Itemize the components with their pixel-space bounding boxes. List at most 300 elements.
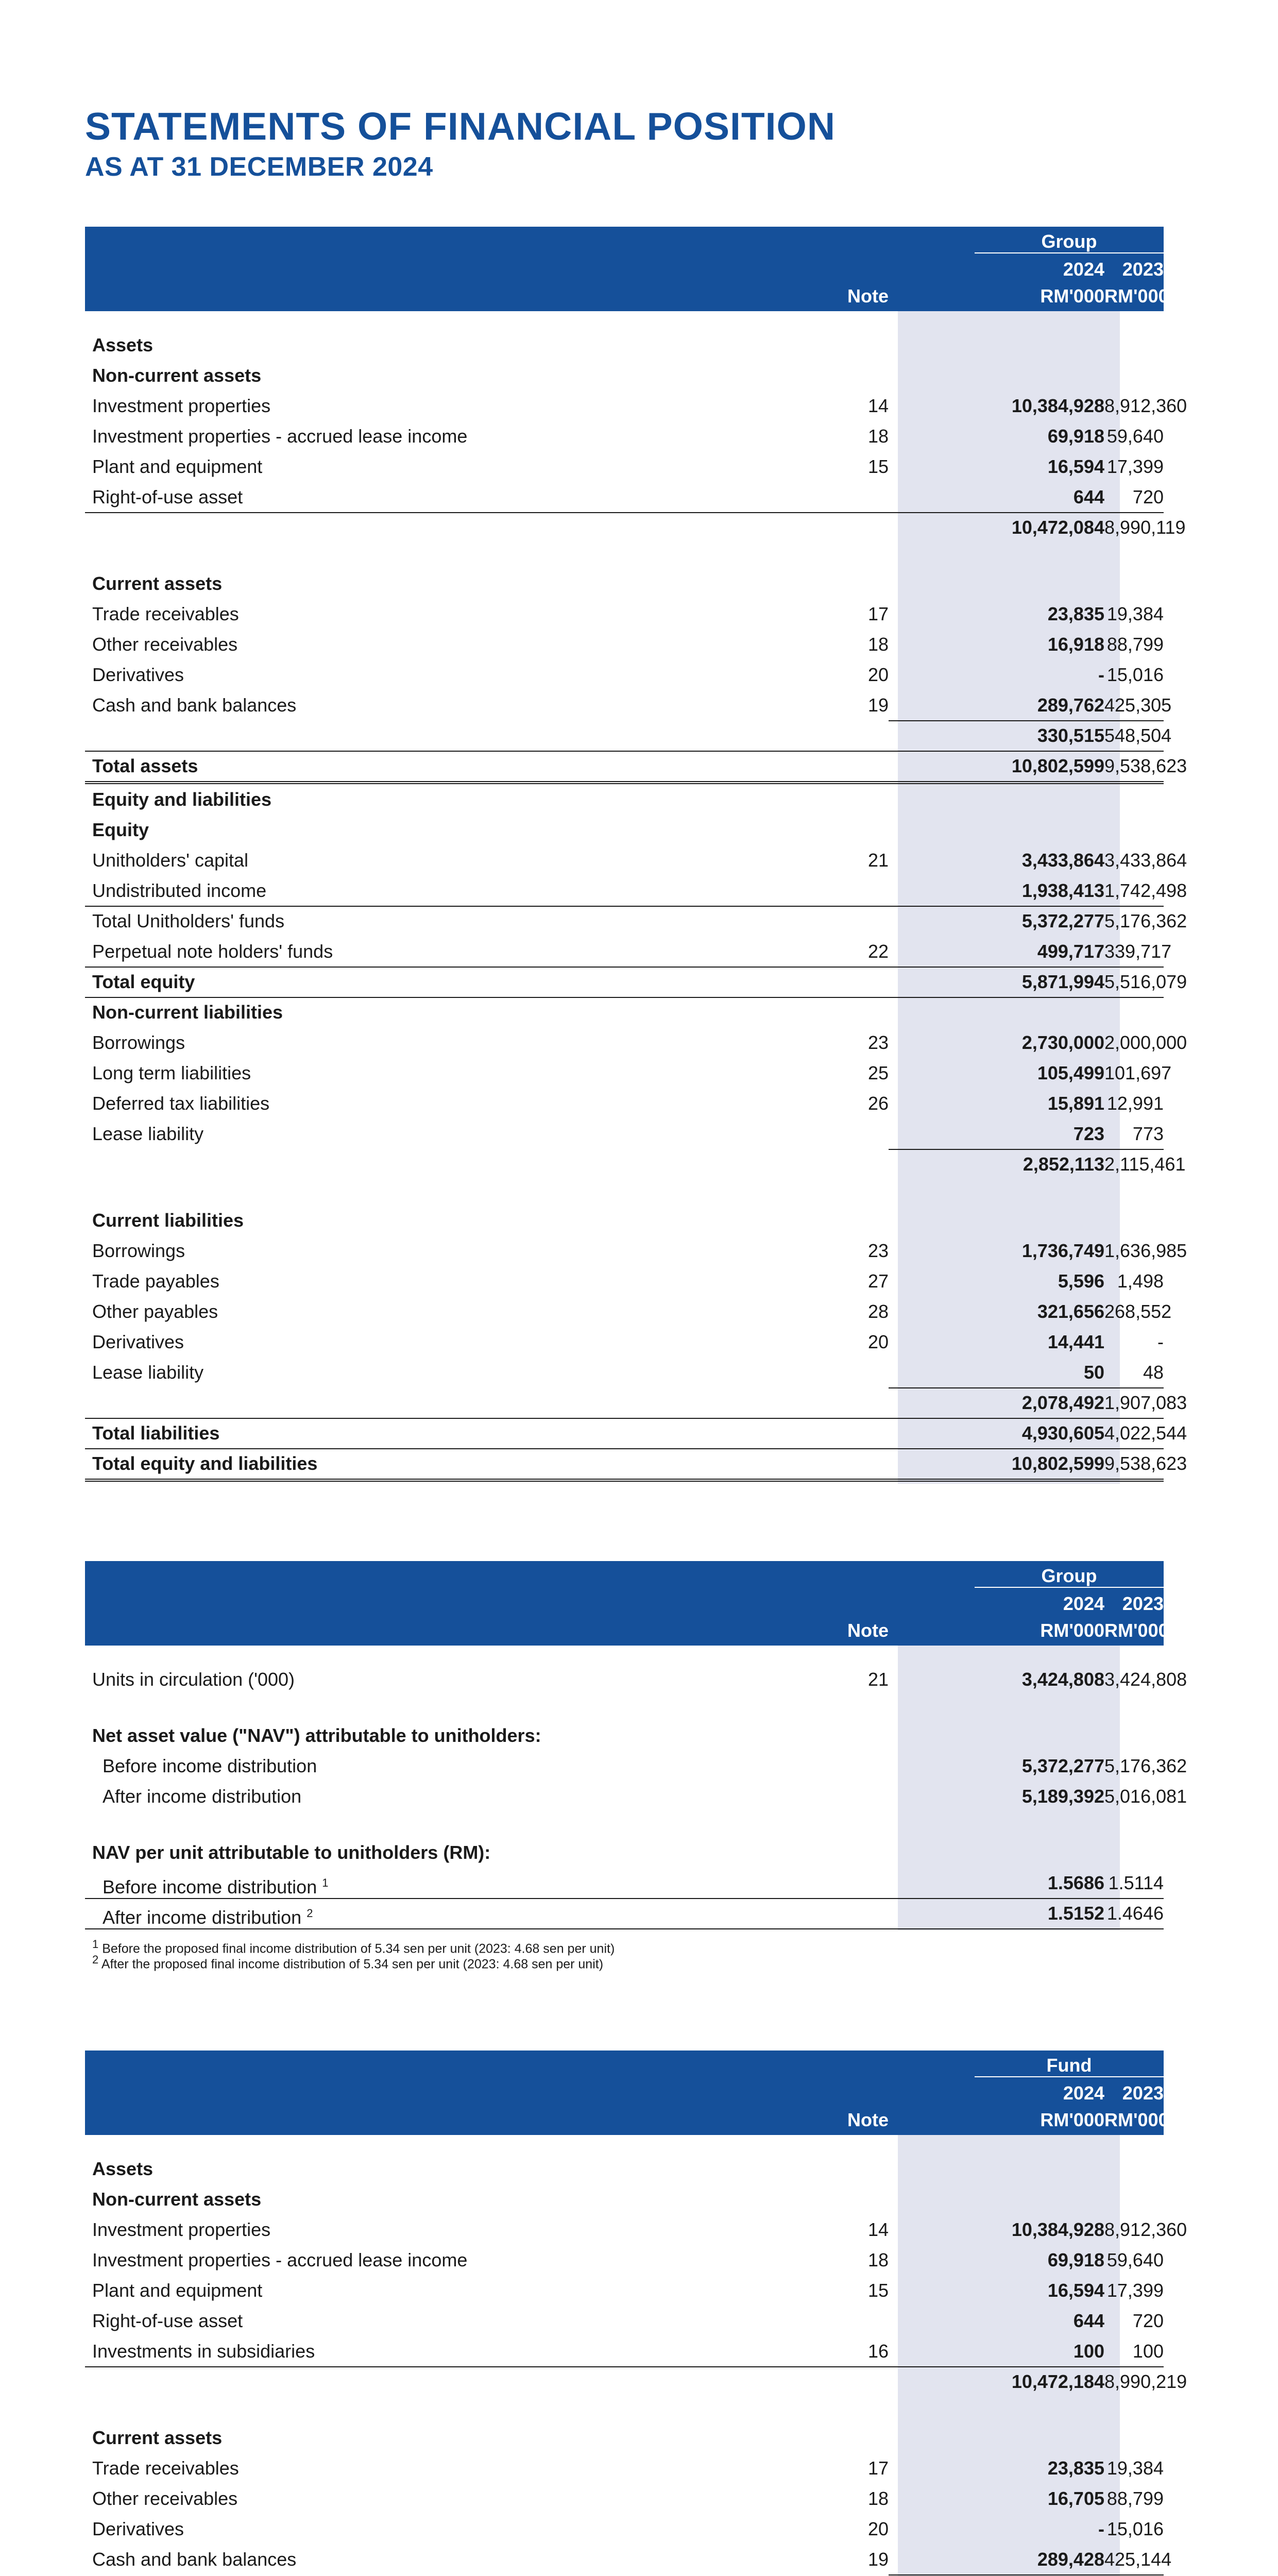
value-2023: 15,016: [1106, 2518, 1164, 2539]
value-2023: 720: [1132, 486, 1164, 507]
table-row: [85, 421, 1164, 451]
value-2024: 16,918: [1047, 634, 1104, 655]
row-label-text: Other receivables: [92, 634, 238, 655]
row-label-text: Non-current assets: [92, 365, 262, 386]
note-ref: 19: [867, 694, 889, 716]
note-ref: 20: [867, 1331, 889, 1352]
value-2023: 1,636,985: [1104, 1240, 1187, 1261]
value-2023: 425,305: [1104, 694, 1172, 716]
value-2023: 9,538,623: [1104, 755, 1187, 776]
note-ref: 28: [867, 1301, 889, 1322]
row-label: [92, 2245, 467, 2275]
row-label: [92, 784, 271, 815]
note-ref: 21: [867, 1669, 889, 1690]
value-2024: 23,835: [1047, 603, 1104, 624]
footnote: [92, 1953, 603, 1972]
row-label: [92, 1088, 269, 1118]
value-2024: 644: [1073, 2310, 1104, 2331]
table-header: [85, 227, 1169, 311]
row-label: [92, 1118, 203, 1149]
row-label: [92, 421, 467, 451]
value-2024: -: [1098, 2518, 1104, 2539]
table-row: [85, 568, 1164, 599]
row-label-text: Right-of-use asset: [92, 2310, 243, 2331]
table-row: [85, 2336, 1164, 2366]
row-label: [92, 1357, 203, 1387]
row-label-text: Total assets: [92, 755, 198, 776]
row-label-text: Investment properties: [92, 2219, 271, 2240]
table-row: [85, 815, 1164, 845]
value-2023: 720: [1132, 2310, 1164, 2331]
row-label-text: Equity and liabilities: [92, 789, 272, 810]
row-label: [92, 967, 195, 997]
row-label-text: Lease liability: [92, 1123, 204, 1144]
value-2023: 88,799: [1106, 2488, 1164, 2509]
value-2023: 48: [1143, 1362, 1164, 1383]
value-2024: 16,594: [1047, 2280, 1104, 2301]
row-label-text: Investment properties: [92, 395, 271, 416]
page-subtitle: AS AT 31 DECEMBER 2024: [85, 152, 433, 182]
value-2024: 1,938,413: [1021, 880, 1104, 901]
table-row: [85, 967, 1187, 997]
value-2024: 16,705: [1047, 2488, 1104, 2509]
table-row: [85, 1266, 1164, 1296]
row-label-text: After income distribution: [103, 1907, 302, 1928]
table-row: [85, 1205, 1164, 1235]
value-2024: 10,802,599: [1011, 755, 1104, 776]
entity-label: Fund: [1046, 2055, 1092, 2076]
note-ref: 19: [867, 2549, 889, 2570]
value-2023: 88,799: [1106, 634, 1164, 655]
row-label: [92, 2306, 243, 2336]
value-2024: 330,515: [1037, 725, 1104, 746]
note-ref: 27: [867, 1270, 889, 1292]
row-label-text: Trade receivables: [92, 2458, 239, 2479]
value-2024: 723: [1073, 1123, 1104, 1144]
row-label: [92, 690, 296, 720]
row-label-text: After income distribution: [103, 1786, 302, 1807]
row-label-text: Before income distribution: [103, 1876, 317, 1897]
year-2023-header: 2023: [1122, 259, 1164, 280]
note-ref: 26: [867, 1093, 889, 1114]
note-ref: 20: [867, 2518, 889, 2539]
row-label-text: Other receivables: [92, 2488, 238, 2509]
table-row: [85, 2514, 1164, 2544]
note-ref: 20: [867, 664, 889, 685]
row-label: [92, 906, 284, 936]
footnote-text: Before the proposed final income distribution of 5.34 sen per unit (2023: 4.68 sen per unit): [102, 1941, 615, 1956]
row-label: [92, 360, 261, 391]
footnote-marker: 2: [306, 1907, 313, 1920]
note-ref: 17: [867, 2458, 889, 2479]
row-label-text: Deferred tax liabilities: [92, 1093, 270, 1114]
value-2024: -: [1098, 664, 1104, 685]
note-ref: 23: [867, 1032, 889, 1053]
value-2024: 2,730,000: [1021, 1032, 1104, 1053]
row-label-text: Derivatives: [92, 1331, 184, 1352]
table-row: [85, 1357, 1164, 1387]
row-label-text: Trade receivables: [92, 603, 239, 624]
row-label: [92, 568, 222, 599]
row-label: [92, 1448, 317, 1479]
value-2023: 101,697: [1104, 1062, 1172, 1083]
note-ref: 25: [867, 1062, 889, 1083]
table-row: [85, 1327, 1164, 1357]
row-label-text: Assets: [92, 334, 154, 355]
table-row: [85, 391, 1187, 421]
table-row: [85, 1868, 1164, 1898]
row-label-text: Current assets: [92, 573, 223, 594]
row-label: [92, 2483, 237, 2514]
value-2023: 8,912,360: [1104, 2219, 1187, 2240]
unit-2023-header: RM'000: [1104, 1620, 1169, 1641]
table-row: [85, 690, 1172, 720]
value-2023: 8,990,219: [1104, 2371, 1187, 2392]
footnote-text: After the proposed final income distribution of 5.34 sen per unit (2023: 4.68 sen per unit): [101, 1957, 604, 1972]
table-row: [85, 629, 1164, 659]
table-row: [85, 1088, 1164, 1118]
value-2023: 4,022,544: [1104, 1422, 1187, 1444]
value-2024: 105,499: [1037, 1062, 1104, 1083]
row-label-text: Right-of-use asset: [92, 486, 243, 507]
value-2024: 644: [1073, 486, 1104, 507]
value-2024: 5,871,994: [1021, 971, 1104, 992]
row-label: [92, 875, 266, 906]
value-2023: 19,384: [1106, 603, 1164, 624]
row-label: [92, 451, 262, 482]
value-2024: 14,441: [1047, 1331, 1104, 1352]
footnote-number: 1: [92, 1938, 99, 1951]
note-header: Note: [847, 2109, 889, 2130]
table-row: [85, 1296, 1172, 1327]
value-2024: 3,433,864: [1021, 850, 1104, 871]
row-label: [92, 2154, 153, 2184]
row-label: [92, 1837, 490, 1868]
row-label-text: Cash and bank balances: [92, 2549, 297, 2570]
value-2023: -: [1157, 1331, 1164, 1352]
value-2023: 339,717: [1104, 941, 1172, 962]
fund-financial-position-table: [85, 2050, 1187, 2570]
table-row: [85, 482, 1164, 512]
table-row: [85, 1058, 1172, 1088]
note-header: Note: [847, 285, 889, 307]
table-row: [85, 997, 1164, 1027]
row-label: [92, 659, 184, 690]
table-row: [85, 2453, 1164, 2483]
row-label: [92, 845, 248, 875]
table-row: [85, 1235, 1187, 1266]
row-label-text: Non-current assets: [92, 2189, 262, 2210]
row-label: [103, 1781, 301, 1811]
value-2024: 289,428: [1037, 2549, 1104, 2570]
value-2023: 425,144: [1104, 2549, 1172, 2570]
row-rule: [85, 1928, 1164, 1929]
table-row: [85, 1027, 1187, 1058]
header-rule: [975, 1587, 1164, 1588]
row-label-text: Plant and equipment: [92, 2280, 263, 2301]
row-label-text: Current assets: [92, 2427, 223, 2448]
row-label: [103, 1751, 317, 1781]
table-row: [85, 1448, 1187, 1479]
note-ref: 23: [867, 1240, 889, 1261]
row-label-text: Unitholders' capital: [92, 850, 249, 871]
table-row: [85, 1387, 1187, 1418]
value-2023: 59,640: [1106, 426, 1164, 447]
value-2024: 15,891: [1047, 1093, 1104, 1114]
value-2023: 1.4646: [1106, 1903, 1164, 1924]
table-row: [85, 875, 1187, 906]
footnote-number: 2: [92, 1953, 99, 1966]
row-label-text: Non-current liabilities: [92, 1002, 283, 1023]
row-label-text: Units in circulation ('000): [92, 1669, 295, 1690]
value-2024: 23,835: [1047, 2458, 1104, 2479]
row-label: [92, 1327, 184, 1357]
table-row: [85, 2366, 1187, 2397]
value-2024: 10,384,928: [1011, 395, 1104, 416]
entity-label: Group: [1041, 231, 1097, 252]
row-label-text: Before income distribution: [103, 1755, 317, 1776]
value-2023: 2,000,000: [1104, 1032, 1187, 1053]
note-header: Note: [847, 1620, 889, 1641]
row-label: [92, 1058, 251, 1088]
row-label: [92, 1720, 541, 1751]
value-2023: 1.5114: [1108, 1872, 1164, 1893]
row-label: [92, 2453, 239, 2483]
value-2023: 1,498: [1117, 1270, 1164, 1292]
value-2023: 2,115,461: [1104, 1154, 1186, 1175]
year-2024-header: 2024: [1063, 259, 1104, 280]
row-label-text: Lease liability: [92, 1362, 204, 1383]
note-ref: 14: [867, 395, 889, 416]
row-label-text: Perpetual note holders' funds: [92, 941, 333, 962]
note-ref: 22: [867, 941, 889, 962]
table-row: [85, 2154, 1164, 2184]
value-2023: 17,399: [1106, 2280, 1164, 2301]
value-2024: 69,918: [1047, 2249, 1104, 2270]
unit-2024-header: RM'000: [1040, 2109, 1104, 2130]
note-ref: 15: [867, 2280, 889, 2301]
table-row: [85, 2245, 1164, 2275]
value-2024: 16,594: [1047, 456, 1104, 477]
unit-2023-header: RM'000: [1104, 285, 1169, 307]
table-row: [85, 330, 1164, 360]
row-label: [92, 1266, 219, 1296]
value-2023: 3,424,808: [1104, 1669, 1187, 1690]
value-2024: 10,384,928: [1011, 2219, 1104, 2240]
table-row: [85, 1118, 1164, 1149]
table-row: [85, 360, 1164, 391]
value-2024: 1.5686: [1047, 1872, 1104, 1893]
value-2024: 5,596: [1058, 1270, 1104, 1292]
row-label: [92, 815, 149, 845]
note-ref: 18: [867, 426, 889, 447]
value-2024: 10,472,184: [1011, 2371, 1104, 2392]
table-row: [85, 599, 1164, 629]
row-label: [92, 629, 237, 659]
table-row: [85, 1720, 1164, 1751]
table-row: [85, 2422, 1164, 2453]
value-2024: 10,472,084: [1011, 517, 1104, 538]
row-label-text: Derivatives: [92, 2518, 184, 2539]
value-2023: 5,016,081: [1104, 1786, 1187, 1807]
row-label: [92, 2514, 184, 2544]
table-row: [85, 2184, 1164, 2214]
note-ref: 14: [867, 2219, 889, 2240]
value-2024: 4,930,605: [1021, 1422, 1104, 1444]
header-rule: [975, 2076, 1164, 2077]
note-ref: 18: [867, 2488, 889, 2509]
row-label-text: Equity: [92, 819, 149, 840]
footnote-marker: 1: [322, 1876, 329, 1889]
value-2023: 8,912,360: [1104, 395, 1187, 416]
row-label-text: Cash and bank balances: [92, 694, 297, 716]
year-2024-header: 2024: [1063, 2082, 1104, 2104]
row-label: [92, 482, 243, 512]
table-row: [85, 1898, 1164, 1928]
row-label: [92, 2422, 222, 2453]
unit-2024-header: RM'000: [1040, 1620, 1104, 1641]
total-double-rule: [85, 1479, 1164, 1482]
value-2023: 773: [1132, 1123, 1164, 1144]
year-2023-header: 2023: [1122, 2082, 1164, 2104]
value-2023: 9,538,623: [1104, 1453, 1187, 1474]
row-label-text: Current liabilities: [92, 1210, 244, 1231]
group-nav-table: [85, 1561, 1187, 1972]
value-2023: 59,640: [1106, 2249, 1164, 2270]
value-2024: 5,372,277: [1021, 910, 1104, 931]
table-row: [85, 1664, 1187, 1694]
row-label-text: Net asset value ("NAV") attributable to unitholders:: [92, 1725, 541, 1746]
note-ref: 18: [867, 2249, 889, 2270]
value-2023: 5,516,079: [1104, 971, 1187, 992]
value-2024: 5,372,277: [1021, 1755, 1104, 1776]
row-label: [92, 1418, 219, 1448]
table-row: [85, 845, 1187, 875]
row-label-text: Trade payables: [92, 1270, 219, 1292]
table-header: [85, 1561, 1169, 1646]
table-row: [85, 451, 1164, 482]
row-label-text: Long term liabilities: [92, 1062, 251, 1083]
table-row: [85, 2275, 1164, 2306]
table-row: [85, 2483, 1164, 2514]
table-row: [85, 936, 1172, 967]
value-2023: 5,176,362: [1104, 910, 1187, 931]
value-2023: 15,016: [1106, 664, 1164, 685]
row-label-text: Derivatives: [92, 664, 184, 685]
row-label-text: Plant and equipment: [92, 456, 263, 477]
year-2023-header: 2023: [1122, 1593, 1164, 1614]
value-2024: 1,736,749: [1021, 1240, 1104, 1261]
row-label-text: Total liabilities: [92, 1422, 220, 1444]
table-row: [85, 751, 1187, 781]
page-title: STATEMENTS OF FINANCIAL POSITION: [85, 105, 836, 148]
row-label: [92, 751, 198, 781]
row-label: [92, 2544, 296, 2574]
row-label-text: Investment properties - accrued lease income: [92, 426, 468, 447]
row-label: [92, 2336, 315, 2366]
year-2024-header: 2024: [1063, 1593, 1104, 1614]
value-2024: 69,918: [1047, 426, 1104, 447]
value-2023: 12,991: [1106, 1093, 1164, 1114]
unit-2024-header: RM'000: [1040, 285, 1104, 307]
value-2024: 2,078,492: [1021, 1392, 1104, 1413]
row-label: [92, 936, 333, 967]
value-2024: 2,852,113: [1023, 1154, 1104, 1175]
row-label: [92, 599, 239, 629]
value-2024: 100: [1073, 2341, 1104, 2362]
note-ref: 21: [867, 850, 889, 871]
value-2023: 8,990,119: [1104, 517, 1186, 538]
row-label-text: Total equity and liabilities: [92, 1453, 318, 1474]
row-label: [92, 1205, 244, 1235]
value-2023: 5,176,362: [1104, 1755, 1187, 1776]
value-2024: 321,656: [1037, 1301, 1104, 1322]
row-label: [92, 330, 153, 360]
table-row: [85, 659, 1164, 690]
row-label: [92, 2184, 261, 2214]
unit-2023-header: RM'000: [1104, 2109, 1169, 2130]
row-label: [92, 2275, 262, 2306]
value-2023: 1,742,498: [1104, 880, 1187, 901]
row-label-text: Total equity: [92, 971, 195, 992]
row-label-text: Assets: [92, 2158, 154, 2179]
value-2024: 3,424,808: [1021, 1669, 1104, 1690]
header-rule: [975, 252, 1164, 253]
value-2023: 3,433,864: [1104, 850, 1187, 871]
value-2024: 10,802,599: [1011, 1453, 1104, 1474]
value-2024: 5,189,392: [1021, 1786, 1104, 1807]
row-label-text: Total Unitholders' funds: [92, 910, 285, 931]
row-label: [92, 391, 270, 421]
value-2023: 17,399: [1106, 456, 1164, 477]
table-row: [85, 1149, 1186, 1179]
table-row: [85, 2544, 1172, 2574]
table-row: [85, 1837, 1164, 1868]
table-row: [85, 2306, 1164, 2336]
value-2023: 268,552: [1104, 1301, 1172, 1322]
value-2023: 548,504: [1104, 725, 1172, 746]
row-label-text: Undistributed income: [92, 880, 267, 901]
table-row: [85, 1418, 1187, 1448]
entity-label: Group: [1041, 1565, 1097, 1586]
note-ref: 18: [867, 634, 889, 655]
value-2024: 499,717: [1037, 941, 1104, 962]
row-label: [92, 2214, 270, 2245]
value-2024: 50: [1083, 1362, 1104, 1383]
row-label-text: NAV per unit attributable to unitholders (RM):: [92, 1842, 491, 1863]
row-label: [103, 1898, 313, 1933]
value-2024: 1.5152: [1047, 1903, 1104, 1924]
table-row: [85, 1781, 1187, 1811]
row-label-text: Borrowings: [92, 1240, 185, 1261]
value-2024: 289,762: [1037, 694, 1104, 716]
group-financial-position-table: [85, 227, 1187, 1474]
table-row: [85, 784, 1164, 815]
row-label-text: Borrowings: [92, 1032, 185, 1053]
value-2023: 100: [1132, 2341, 1164, 2362]
row-label-text: Other payables: [92, 1301, 218, 1322]
row-label: [92, 997, 283, 1027]
row-label-text: Investment properties - accrued lease income: [92, 2249, 468, 2270]
row-label: [92, 1235, 185, 1266]
table-row: [85, 1751, 1187, 1781]
row-label: [92, 1296, 218, 1327]
value-2023: 1,907,083: [1104, 1392, 1187, 1413]
table-header: [85, 2050, 1169, 2135]
note-ref: 17: [867, 603, 889, 624]
row-label: [92, 1027, 185, 1058]
table-row: [85, 512, 1186, 543]
